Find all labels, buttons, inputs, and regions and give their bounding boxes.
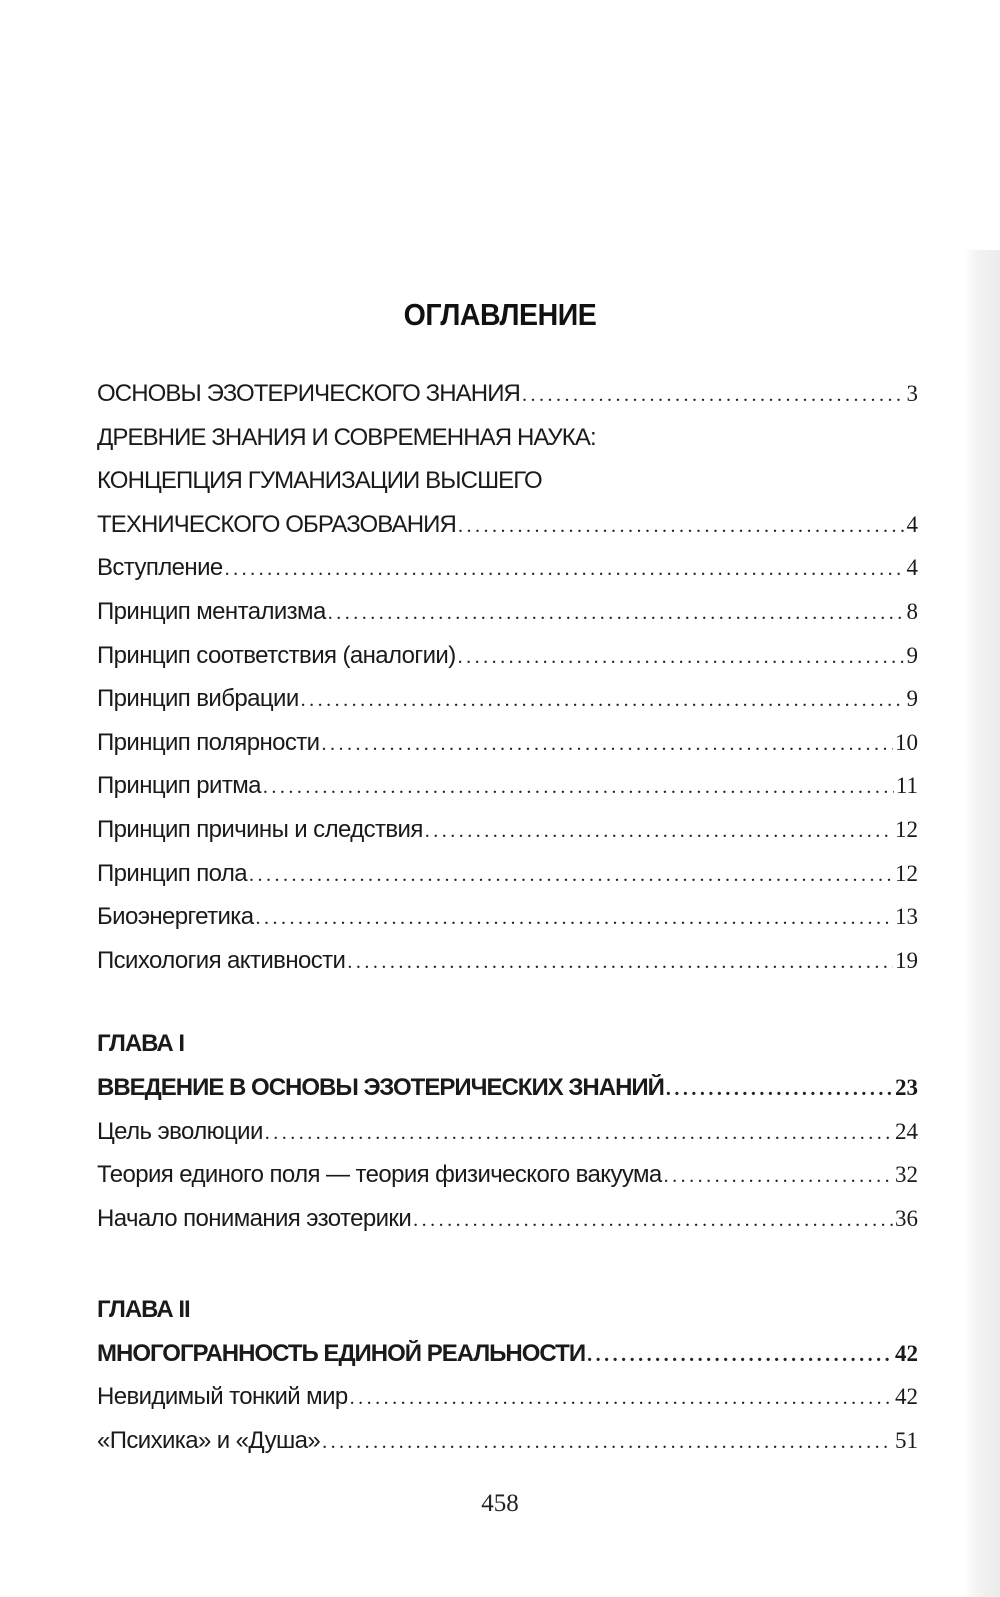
chapter-number: ГЛАВА II	[97, 1296, 190, 1324]
toc-entry-page: 3	[906, 381, 918, 406]
toc-entry-label: ОСНОВЫ ЭЗОТЕРИЧЕСКОГО ЗНАНИЯ	[97, 380, 520, 407]
chapter-number: ГЛАВА I	[97, 1030, 184, 1058]
toc-entry[interactable]	[97, 642, 918, 686]
toc-entry-label: КОНЦЕПЦИЯ ГУМАНИЗАЦИИ ВЫСШЕГО	[97, 467, 542, 495]
toc-entry-page: 10	[895, 729, 918, 755]
dot-leader	[322, 1431, 893, 1454]
dot-leader	[321, 733, 893, 756]
toc-entry-label: Цель эволюции	[97, 1117, 263, 1145]
toc-entry-page: 4	[906, 511, 918, 537]
toc-entry-label: ТЕХНИЧЕСКОГО ОБРАЗОВАНИЯ	[97, 510, 456, 538]
table-of-contents	[97, 380, 918, 1471]
toc-entry[interactable]	[97, 947, 918, 991]
dot-leader	[458, 646, 905, 669]
toc-entry-label: «Психика» и «Душа»	[97, 1427, 321, 1455]
toc-entry[interactable]	[97, 816, 918, 860]
toc-entry-page: 8	[906, 598, 918, 624]
dot-leader	[666, 1078, 893, 1101]
chapter-heading	[97, 1296, 918, 1340]
toc-entry-page: 9	[906, 642, 918, 668]
toc-entry-label: Принцип вибрации	[97, 685, 299, 713]
toc-entry-label: Теория единого поля — теория физического вакуума	[97, 1161, 662, 1189]
chapter-page: 42	[895, 1340, 918, 1366]
toc-entry[interactable]	[97, 1383, 918, 1427]
toc-entry-label: Принцип соответствия (аналогии)	[97, 641, 456, 669]
toc-entry-label: Принцип ритма	[97, 772, 261, 800]
toc-entry[interactable]	[97, 729, 918, 773]
chapter-title: МНОГОГРАННОСТЬ ЕДИНОЙ РЕАЛЬНОСТИ	[97, 1339, 586, 1367]
toc-entry-page: 11	[895, 773, 918, 799]
dot-leader	[263, 776, 894, 799]
toc-entry-label: Принцип причины и следствия	[97, 815, 423, 843]
toc-entry-label: Принцип пола	[97, 859, 248, 887]
dot-leader	[664, 1165, 893, 1188]
toc-entry-label: ДРЕВНИЕ ЗНАНИЯ И СОВРЕМЕННАЯ НАУКА:	[97, 423, 596, 451]
dot-leader	[265, 1122, 893, 1145]
toc-entry[interactable]	[97, 860, 918, 904]
dot-leader	[425, 820, 893, 843]
toc-entry[interactable]	[97, 903, 918, 947]
toc-entry[interactable]	[97, 467, 918, 511]
toc-entry-page: 4	[906, 555, 918, 581]
toc-entry-page: 12	[895, 860, 918, 886]
dot-leader	[350, 1387, 893, 1410]
toc-entry-page: 13	[895, 904, 918, 930]
toc-entry-label: Психология активности	[97, 946, 346, 974]
toc-entry-page: 36	[895, 1205, 918, 1231]
toc-entry[interactable]	[97, 424, 918, 468]
toc-entry-page: 12	[895, 816, 918, 842]
toc-entry[interactable]	[97, 772, 918, 816]
toc-entry[interactable]	[97, 1427, 918, 1471]
toc-entry-label: Принцип ментализма	[97, 597, 326, 625]
toc-entry[interactable]	[97, 685, 918, 729]
toc-entry[interactable]	[97, 1161, 918, 1205]
toc-entry-label: Невидимый тонкий мир	[97, 1383, 348, 1411]
chapter-heading	[97, 1030, 918, 1074]
chapter-title-entry[interactable]	[97, 1074, 918, 1118]
dot-leader	[347, 951, 893, 974]
dot-leader	[413, 1209, 893, 1232]
dot-leader	[522, 384, 905, 407]
page-title: ОГЛАВЛЕНИЕ	[403, 296, 597, 332]
toc-entry-label: Принцип полярности	[97, 728, 320, 756]
toc-entry-page: 19	[895, 947, 918, 973]
toc-entry[interactable]	[97, 1118, 918, 1162]
toc-entry-page: 9	[906, 686, 918, 712]
chapter-title: ВВЕДЕНИЕ В ОСНОВЫ ЭЗОТЕРИЧЕСКИХ ЗНАНИЙ	[97, 1073, 664, 1101]
toc-entry[interactable]	[97, 1205, 918, 1249]
page-number: 458	[481, 1490, 519, 1517]
toc-entry[interactable]	[97, 380, 918, 424]
dot-leader	[249, 864, 893, 887]
dot-leader	[328, 602, 905, 625]
toc-entry-page: 24	[895, 1118, 918, 1144]
dot-leader	[255, 907, 893, 930]
chapter-page: 23	[895, 1074, 918, 1100]
toc-entry[interactable]	[97, 511, 918, 555]
chapter-title-entry[interactable]	[97, 1340, 918, 1384]
toc-entry-label: Биоэнергетика	[97, 903, 254, 931]
toc-entry-label: Вступление	[97, 554, 223, 582]
dot-leader	[587, 1344, 893, 1367]
dot-leader	[458, 515, 905, 538]
dot-leader	[225, 558, 905, 581]
toc-entry[interactable]	[97, 554, 918, 598]
toc-entry-label: Начало понимания эзотерики	[97, 1204, 412, 1232]
toc-entry[interactable]	[97, 598, 918, 642]
toc-entry-page: 32	[895, 1162, 918, 1188]
page-edge-shadow	[964, 250, 1000, 1597]
toc-entry-page: 51	[895, 1428, 918, 1454]
dot-leader	[301, 689, 905, 712]
toc-entry-page: 42	[895, 1384, 918, 1410]
